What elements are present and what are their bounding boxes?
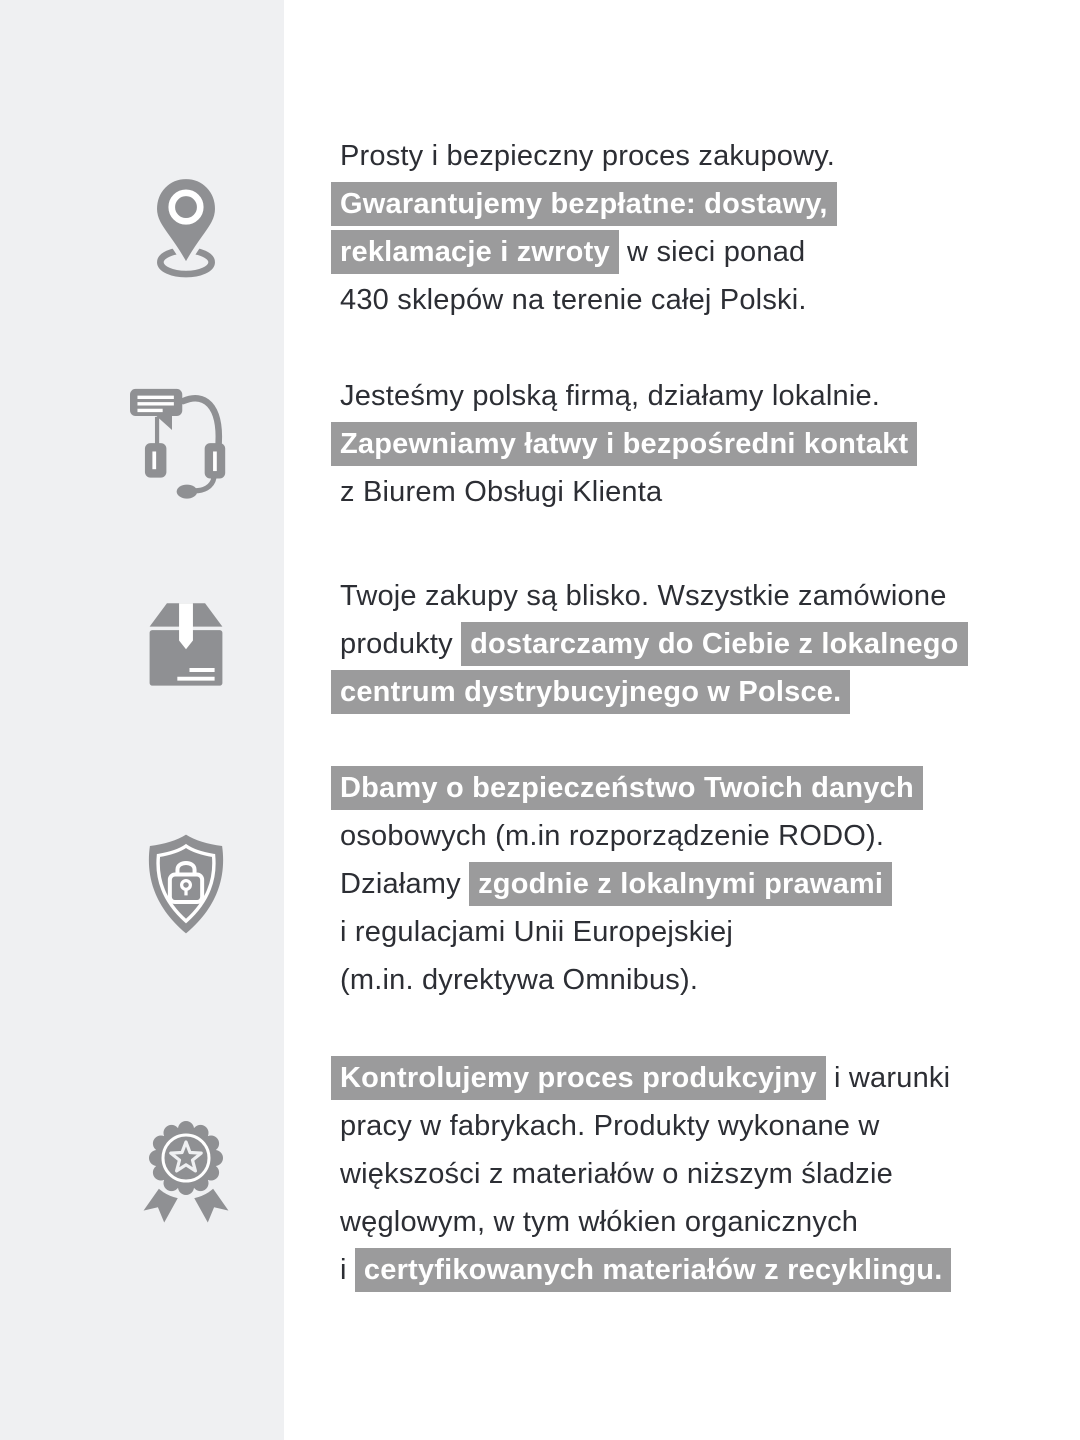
text-line [340,1198,1040,1246]
highlighted-text: dostarczamy do Ciebie z lokalnego [461,622,967,666]
text-line [340,372,1040,420]
plain-text: i regulacjami Unii Europejskiej [340,916,734,948]
package-box-icon [134,592,238,696]
location-pin-icon [129,171,243,285]
text-line [340,1102,1040,1150]
plain-text: Jesteśmy polską firmą, działamy lokalnie. [340,380,881,412]
plain-text: w sieci ponad [618,236,806,268]
benefit-row-stores [0,132,1080,324]
benefit-row-data-security [0,764,1080,1004]
text-line [340,956,1040,1004]
highlighted-text: reklamacje i zwroty [331,230,619,274]
award-badge-icon [126,1114,246,1234]
highlighted-text: zgodnie z lokalnymi prawami [469,862,892,906]
text-line [340,180,1040,228]
benefit-text-production [340,1054,1040,1294]
benefit-row-production [0,1054,1080,1294]
benefit-row-distribution [0,572,1080,716]
plain-text: Prosty i bezpieczny proces zakupowy. [340,140,836,172]
headset-support-icon [130,381,242,507]
text-line [340,276,1040,324]
shield-lock-icon [129,827,243,941]
text-line [340,860,1040,908]
text-line [340,420,1040,468]
text-line [340,228,1040,276]
text-line [340,1246,1040,1294]
plain-text: większości z materiałów o niższym śladzie [340,1158,893,1190]
highlighted-text: Dbamy o bezpieczeństwo Twoich danych [331,766,923,810]
text-line [340,668,1040,716]
text-line [340,1054,1040,1102]
plain-text: węglowym, w tym włókien organicznych [340,1206,859,1238]
plain-text: osobowych (m.in rozporządzenie RODO). [340,820,885,852]
highlighted-text: centrum dystrybucyjnego w Polsce. [331,670,850,714]
text-line [340,132,1040,180]
plain-text: (m.in. dyrektywa Omnibus). [340,964,699,996]
plain-text: pracy w fabrykach. Produkty wykonane w [340,1110,880,1142]
highlighted-text: Zapewniamy łatwy i bezpośredni kontakt [331,422,917,466]
text-line [340,468,1040,516]
benefit-text-data-security [340,764,1040,1004]
plain-text: produkty [340,628,462,660]
highlighted-text: certyfikowanych materiałów z recyklingu. [355,1248,952,1292]
plain-text: Działamy [340,868,470,900]
benefit-text-contact [340,372,1040,516]
plain-text: i warunki [825,1062,951,1094]
plain-text: z Biurem Obsługi Klienta [340,476,663,508]
text-line [340,572,1040,620]
plain-text: Twoje zakupy są blisko. Wszystkie zamówione [340,580,947,612]
highlighted-text: Gwarantujemy bezpłatne: dostawy, [331,182,837,226]
text-line [340,764,1040,812]
benefit-text-distribution [340,572,1040,716]
plain-text: 430 sklepów na terenie całej Polski. [340,284,807,316]
highlighted-text: Kontrolujemy proces produkcyjny [331,1056,826,1100]
text-line [340,908,1040,956]
benefit-text-stores [340,132,1040,324]
text-line [340,812,1040,860]
text-line [340,1150,1040,1198]
text-line [340,620,1040,668]
plain-text: i [340,1254,355,1286]
benefit-row-contact [0,372,1080,516]
